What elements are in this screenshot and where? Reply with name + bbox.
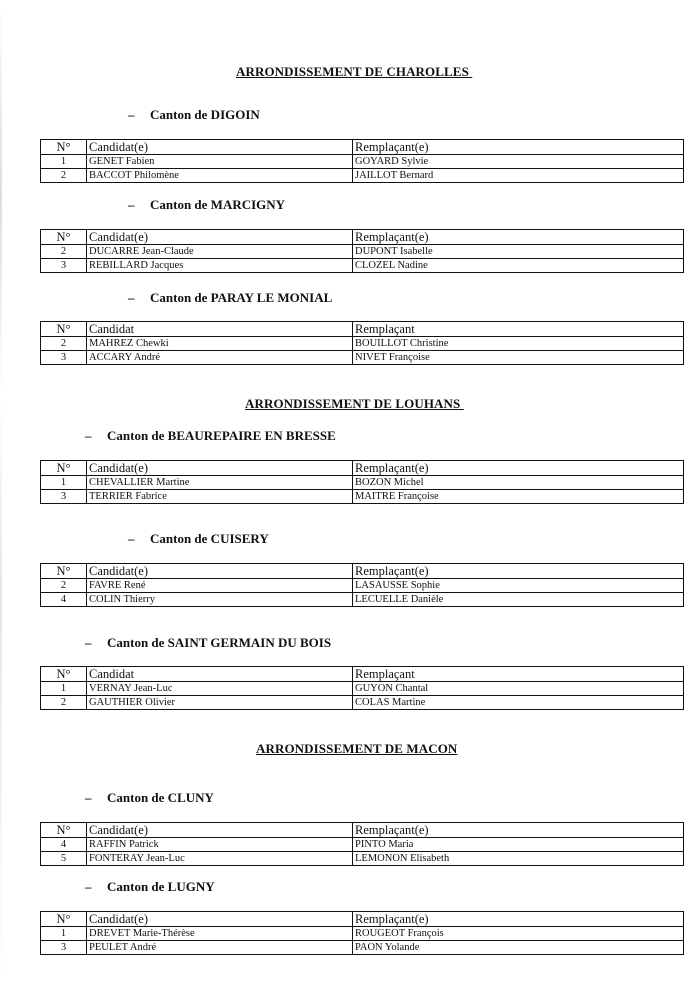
- table-row: [41, 245, 684, 259]
- cell-substitute: LEMONON Elisabeth: [353, 852, 684, 866]
- table-header-row: [41, 912, 684, 927]
- canton-name: Canton de BEAUREPAIRE EN BRESSE: [107, 428, 336, 443]
- header-candidate: Candidat(e): [87, 140, 353, 155]
- table-row: [41, 490, 684, 504]
- arrondissement-title: ARRONDISSEMENT DE MACON: [256, 741, 458, 756]
- header-substitute: Remplaçant(e): [353, 912, 684, 927]
- header-number: N°: [41, 322, 87, 337]
- cell-substitute: PAON Yolande: [353, 941, 684, 955]
- dash: –: [128, 197, 135, 212]
- dash: –: [85, 790, 92, 805]
- cell-substitute: LASAUSSE Sophie: [353, 579, 684, 593]
- cell-substitute: COLAS Martine: [353, 696, 684, 710]
- dash: –: [85, 635, 92, 650]
- cell-candidate: REBILLARD Jacques: [87, 259, 353, 273]
- cell-candidate: MAHREZ Chewki: [87, 337, 353, 351]
- header-candidate: Candidat(e): [87, 230, 353, 245]
- cell-number: 5: [41, 852, 87, 866]
- cell-substitute: BOUILLOT Christine: [353, 337, 684, 351]
- header-candidate: Candidat: [87, 322, 353, 337]
- cell-candidate: CHEVALLIER Martine: [87, 476, 353, 490]
- cell-number: 4: [41, 838, 87, 852]
- table-header-row: [41, 230, 684, 245]
- cell-candidate: GAUTHIER Olivier: [87, 696, 353, 710]
- header-number: N°: [41, 140, 87, 155]
- cell-number: 1: [41, 155, 87, 169]
- table-row: [41, 838, 684, 852]
- cell-candidate: TERRIER Fabrice: [87, 490, 353, 504]
- cell-substitute: MAITRE Françoise: [353, 490, 684, 504]
- canton-title: [85, 635, 331, 651]
- dash: –: [85, 428, 92, 443]
- candidates-table: [40, 666, 684, 710]
- table-row: [41, 927, 684, 941]
- canton-title: [128, 531, 269, 547]
- cell-candidate: COLIN Thierry: [87, 593, 353, 607]
- cell-number: 3: [41, 490, 87, 504]
- cell-candidate: DREVET Marie-Thérèse: [87, 927, 353, 941]
- cell-candidate: ACCARY André: [87, 351, 353, 365]
- table-row: [41, 941, 684, 955]
- table-row: [41, 593, 684, 607]
- header-number: N°: [41, 564, 87, 579]
- dash: –: [85, 879, 92, 894]
- cell-substitute: LECUELLE Danièle: [353, 593, 684, 607]
- cell-substitute: DUPONT Isabelle: [353, 245, 684, 259]
- cell-candidate: VERNAY Jean-Luc: [87, 682, 353, 696]
- table-row: [41, 579, 684, 593]
- header-substitute: Remplaçant(e): [353, 461, 684, 476]
- cell-number: 3: [41, 351, 87, 365]
- cell-candidate: DUCARRE Jean-Claude: [87, 245, 353, 259]
- header-substitute: Remplaçant(e): [353, 140, 684, 155]
- cell-number: 2: [41, 579, 87, 593]
- cell-candidate: PEULET André: [87, 941, 353, 955]
- canton-name: Canton de MARCIGNY: [150, 197, 286, 212]
- candidates-table: [40, 139, 684, 183]
- header-candidate: Candidat: [87, 667, 353, 682]
- table-row: [41, 852, 684, 866]
- table-row: [41, 259, 684, 273]
- candidates-table: [40, 563, 684, 607]
- canton-title: [85, 428, 336, 444]
- table-row: [41, 696, 684, 710]
- cell-substitute: NIVET Françoise: [353, 351, 684, 365]
- table-row: [41, 351, 684, 365]
- header-number: N°: [41, 823, 87, 838]
- header-number: N°: [41, 461, 87, 476]
- cell-substitute: GUYON Chantal: [353, 682, 684, 696]
- header-number: N°: [41, 667, 87, 682]
- cell-number: 1: [41, 476, 87, 490]
- cell-substitute: CLOZEL Nadine: [353, 259, 684, 273]
- cell-candidate: FAVRE René: [87, 579, 353, 593]
- header-candidate: Candidat(e): [87, 461, 353, 476]
- table-header-row: [41, 322, 684, 337]
- canton-title: [85, 790, 214, 806]
- cell-substitute: BOZON Michel: [353, 476, 684, 490]
- header-candidate: Candidat(e): [87, 823, 353, 838]
- dash: –: [128, 107, 135, 122]
- table-row: [41, 169, 684, 183]
- cell-substitute: PINTO Maria: [353, 838, 684, 852]
- header-number: N°: [41, 230, 87, 245]
- cell-number: 1: [41, 682, 87, 696]
- header-substitute: Remplaçant: [353, 322, 684, 337]
- cell-number: 2: [41, 245, 87, 259]
- table-row: [41, 682, 684, 696]
- canton-name: Canton de PARAY LE MONIAL: [150, 290, 333, 305]
- table-row: [41, 337, 684, 351]
- cell-number: 3: [41, 259, 87, 273]
- cell-substitute: ROUGEOT François: [353, 927, 684, 941]
- canton-name: Canton de LUGNY: [107, 879, 215, 894]
- canton-title: [85, 879, 215, 895]
- table-header-row: [41, 564, 684, 579]
- header-number: N°: [41, 912, 87, 927]
- canton-name: Canton de CUISERY: [150, 531, 269, 546]
- canton-name: Canton de DIGOIN: [150, 107, 260, 122]
- cell-substitute: JAILLOT Bernard: [353, 169, 684, 183]
- table-row: [41, 155, 684, 169]
- header-candidate: Candidat(e): [87, 564, 353, 579]
- scan-edge: [0, 0, 2, 988]
- table-header-row: [41, 823, 684, 838]
- candidates-table: [40, 822, 684, 866]
- cell-number: 1: [41, 927, 87, 941]
- table-row: [41, 476, 684, 490]
- candidates-table: [40, 229, 684, 273]
- cell-number: 3: [41, 941, 87, 955]
- table-header-row: [41, 461, 684, 476]
- candidates-table: [40, 911, 684, 955]
- canton-title: [128, 290, 332, 306]
- cell-candidate: RAFFIN Patrick: [87, 838, 353, 852]
- arrondissement-title: ARRONDISSEMENT DE LOUHANS: [245, 396, 464, 411]
- cell-number: 2: [41, 696, 87, 710]
- dash: –: [128, 290, 135, 305]
- header-substitute: Remplaçant(e): [353, 823, 684, 838]
- candidates-table: [40, 460, 684, 504]
- cell-candidate: BACCOT Philomène: [87, 169, 353, 183]
- arrondissement-title: ARRONDISSEMENT DE CHAROLLES: [236, 64, 473, 79]
- header-substitute: Remplaçant(e): [353, 564, 684, 579]
- table-header-row: [41, 140, 684, 155]
- table-header-row: [41, 667, 684, 682]
- canton-name: Canton de CLUNY: [107, 790, 214, 805]
- cell-number: 2: [41, 169, 87, 183]
- cell-candidate: FONTERAY Jean-Luc: [87, 852, 353, 866]
- cell-substitute: GOYARD Sylvie: [353, 155, 684, 169]
- cell-number: 4: [41, 593, 87, 607]
- dash: –: [128, 531, 135, 546]
- header-substitute: Remplaçant(e): [353, 230, 684, 245]
- header-substitute: Remplaçant: [353, 667, 684, 682]
- canton-title: [128, 197, 285, 213]
- candidates-table: [40, 321, 684, 365]
- canton-name: Canton de SAINT GERMAIN DU BOIS: [107, 635, 332, 650]
- canton-title: [128, 107, 260, 123]
- header-candidate: Candidat(e): [87, 912, 353, 927]
- cell-candidate: GENET Fabien: [87, 155, 353, 169]
- cell-number: 2: [41, 337, 87, 351]
